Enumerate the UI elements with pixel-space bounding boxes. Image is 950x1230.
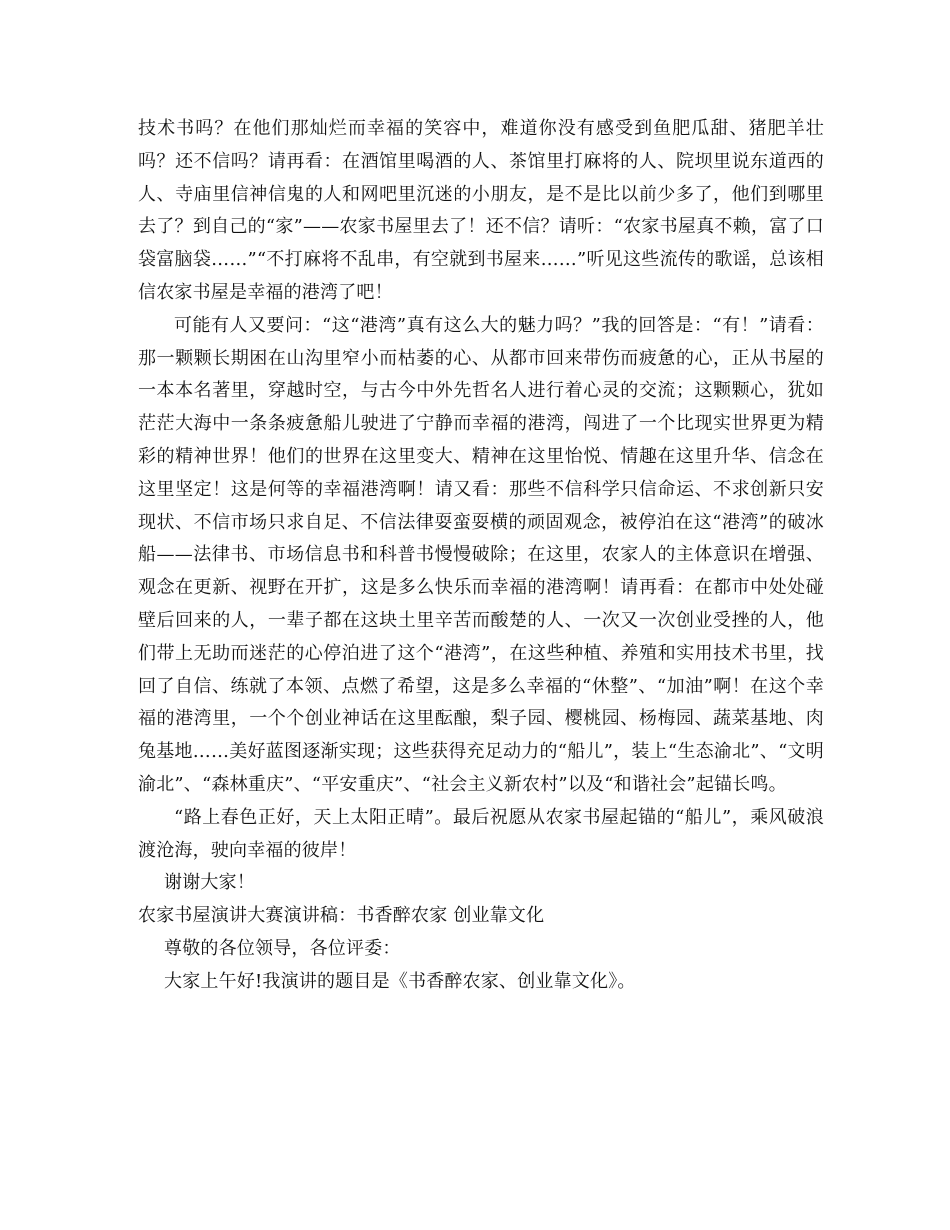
thanks-line: 谢谢大家！ [164, 872, 255, 894]
greeting-line: 尊敬的各位领导，各位评委： [164, 937, 401, 959]
speech-heading: 农家书屋演讲大赛演讲稿：书香醉农家 创业靠文化 [138, 905, 545, 927]
paragraph-continuation: 技术书吗？在他们那灿烂而幸福的笑容中，难道你没有感受到鱼肥瓜甜、猪肥羊壮吗？还不信吗？请再看：在酒馆里喝酒的人、茶馆里打麻将的人、院坝里说东道西的人、寺庙里信神信鬼的人和网吧里沉迷的小朋友，是不是比以前少多了，他们到哪里去了？到自己的“家”——农家书屋里去了！还不信？请听：“农家书屋真不赖，富了口袋富脑袋……”“不打麻将不乱串，有空就到书屋来……”听见这些流传的歌谣，总该相信农家书屋是幸福的港湾了吧！ [138, 118, 824, 303]
paragraph-harbor: 可能有人又要问：“这“港湾”真有这么大的魅力吗？”我的回答是：“有！”请看：那一颗颗长期困在山沟里窄小而枯萎的心、从都市回来带伤而疲惫的心，正从书屋的一本本名著里，穿越时空，与古今中外先哲名人进行着心灵的交流；这颗颗心，犹如茫茫大海中一条条疲惫船儿驶进了宁静而幸福的港湾，闯进了一个比现实世界更为精彩的精神世界！他们的世界在这里变大、精神在这里怡悦、情趣在这里升华、信念在这里坚定！这是何等的幸福港湾啊！请又看：那些不信科学只信命运、不求创新只安现状、不信市场只求自足、不信法律耍蛮耍横的顽固观念，被停泊在这“港湾”的破冰船——法律书、市场信息书和科普书慢慢破除；在这里，农家人的主体意识在增强、观念在更新、视野在开扩，这是多么快乐而幸福的港湾啊！请再看：在都市中处处碰壁后回来的人，一辈子都在这块土里辛苦而酸楚的人、一次又一次创业受挫的人，他们带上无助而迷茫的心停泊进了这个“港湾”，在这些种植、养殖和实用技术书里，找回了自信、练就了本领、点燃了希望，这是多么幸福的“休整”、“加油”啊！在这个幸福的港湾里，一个个创业神话在这里酝酿，梨子园、樱桃园、杨梅园、蔬菜基地、肉兔基地……美好蓝图逐渐实现；这些获得充足动力的“船儿”，装上“生态渝北”、“文明渝北”、“森林重庆”、“平安重庆”、“社会主义新农村”以及“和谐社会”起锚长鸣。 [138, 314, 824, 795]
opening-line: 大家上午好!我演讲的题目是《书香醉农家、创业靠文化》。 [164, 970, 636, 992]
document-body [138, 113, 824, 999]
paragraph-closing-wish: “路上春色正好，天上太阳正晴”。最后祝愿从农家书屋起锚的“船儿”，乘风破浪渡沧海，驶向幸福的彼岸！ [138, 806, 824, 861]
